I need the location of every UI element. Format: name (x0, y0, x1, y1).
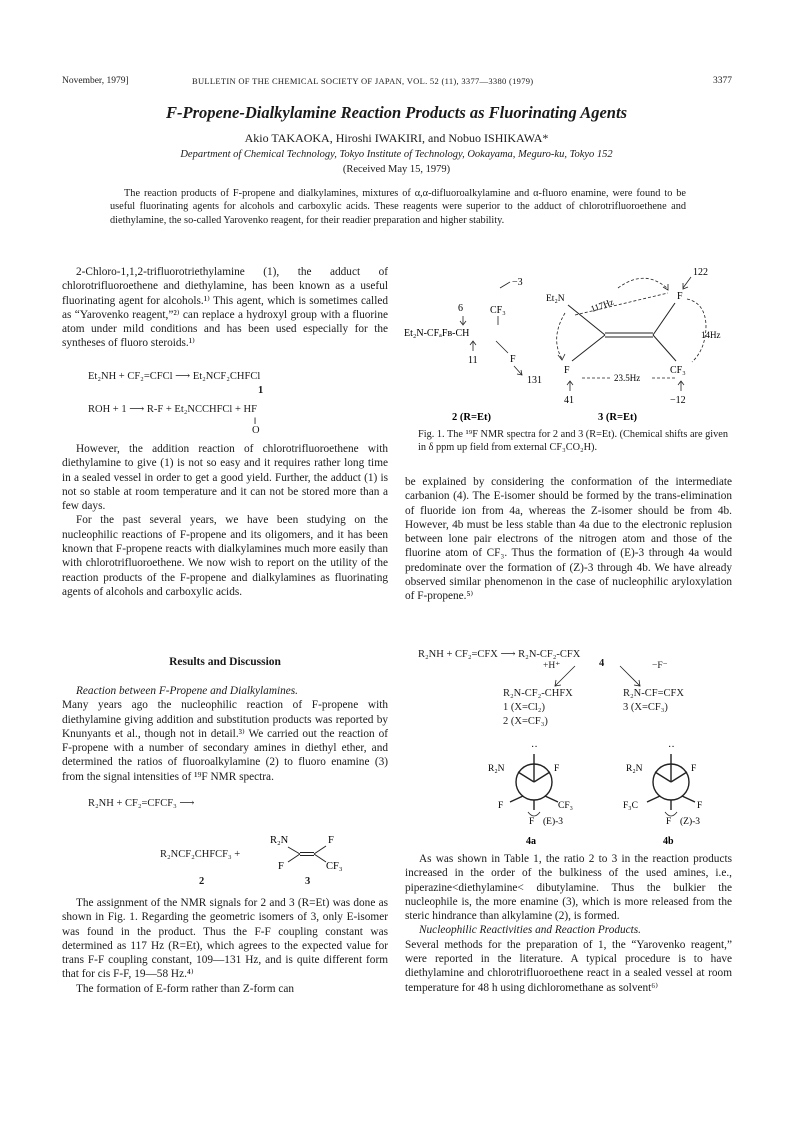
scheme-fminus: −F⁻ (652, 661, 668, 671)
scheme-arrows (520, 660, 670, 690)
svg-text:F: F (554, 764, 560, 774)
svg-text:−12: −12 (670, 395, 686, 406)
svg-text:F: F (328, 835, 334, 846)
header-page-number: 3377 (713, 76, 732, 86)
subsection-heading-2: Nucleophilic Reactivities and Reaction Products. (419, 924, 642, 937)
header-journal: BULLETIN OF THE CHEMICAL SOCIETY OF JAPAN, VOL. 52 (11), 3377—3380 (1979) (192, 76, 534, 86)
svg-text:117Hz: 117Hz (589, 296, 615, 315)
scheme-top-equation: R₂NH + CF₂=CFX ⟶ R₂N-CF₂-CFX (418, 649, 581, 660)
scheme-left-label-1: 1 (X=Cl₂) (503, 702, 545, 713)
newman-projections (488, 738, 728, 848)
svg-text:(Z)-3: (Z)-3 (680, 817, 701, 827)
affiliation: Department of Chemical Technology, Tokyo Institute of Technology, Ookayama, Meguro-ku, Tokyo 152 (180, 149, 613, 160)
section-heading: Results and Discussion (169, 656, 281, 668)
svg-text:F₃C: F₃C (623, 801, 638, 811)
svg-text:CF₃: CF₃ (558, 801, 573, 811)
svg-text:F: F (529, 817, 535, 827)
enamine-structure-3 (266, 832, 376, 882)
svg-text:F: F (564, 365, 570, 376)
svg-text:23.5Hz: 23.5Hz (614, 373, 641, 383)
svg-text:··: ·· (668, 742, 675, 753)
svg-text:F: F (666, 817, 672, 827)
scheme-hplus: +H⁺ (543, 661, 561, 671)
shift-minus-3: −3 (512, 277, 523, 288)
svg-text:R₂N: R₂N (270, 835, 289, 846)
results-paragraph-1: Reaction between F-Propene and Dialkylamines. Many years ago the nucleophilic reaction of F-propene with diethylamine giving addition and substitution products was reported by Knunyants et al., though not in detail.³⁾ We carried out the reaction of F-propene with a number of secondary amines in diethyl ether, and determined the ratios of fluoroalkylamine (2) to fluoro enamine (3) from the signal intensities of ¹⁹F NMR spectra. (62, 685, 388, 783)
svg-text:F: F (691, 764, 697, 774)
svg-text:131: 131 (527, 375, 542, 386)
svg-text:CF₃: CF₃ (670, 365, 686, 376)
svg-text:14Hz: 14Hz (701, 330, 721, 340)
svg-text:F: F (498, 801, 504, 811)
svg-text:6: 6 (458, 303, 463, 314)
svg-text:R₂N: R₂N (488, 764, 505, 774)
equation-3-label-2: 2 (199, 876, 205, 887)
svg-text:F: F (677, 291, 683, 302)
scheme-left-label-2: 2 (X=CF₃) (503, 716, 548, 727)
svg-text:CF₃: CF₃ (490, 305, 506, 316)
structure-2-formula: Et₂N-CFₐFʙ-CH (404, 328, 470, 339)
svg-text:CF₃: CF₃ (326, 861, 343, 872)
newman-4a (488, 742, 573, 847)
newman-4b (623, 742, 702, 847)
equation-3-product-2: R₂NCF₂CHFCF₃ + (160, 849, 241, 860)
svg-text:11: 11 (468, 355, 478, 366)
equation-2-oxygen: O (252, 425, 260, 436)
received-date: (Received May 15, 1979) (342, 164, 451, 175)
paper-title: F-Propene-Dialkylamine Reaction Products as Fluorinating Agents (166, 103, 627, 122)
intro-paragraph-2: However, the addition reaction of chlorotrifluoroethene with diethylamine to give (1) is not so easy and it requires rather long time in a sealed vessel in order to get a good yield. Further, the adduct (1) is not so stable at room temperature and it can not be stored more than a few days. For the past several years, we have been studying on the nucleophilic reactions of F-propene and its oligomers, and it has been known that F-propene reacts with dialkylamines much more easily than with chlorotrifluoroethene. We now wish to report on the utility of the reaction products of the F-propene and dialkylamines as fluorinating agents of alcohols and carboxylic acids. (62, 443, 388, 598)
svg-text:F: F (278, 861, 284, 872)
scheme-right-label: 3 (X=CF₃) (623, 702, 668, 713)
equation-2: ROH + 1 ⟶ R-F + Et₂NCCHFCl + HF (88, 404, 257, 415)
discussion-paragraph-2: As was shown in Table 1, the ratio 2 to 3 in the reaction products increased in the order of the bulkiness of the used amines, i.e., piperazine<diethylamine< dibutylamine. Thus the bulkier the nucleophile is, the more enamine (3), which is more released from the steric hindrance than alkylamine (2), is formed. Nucleophilic Reactivities and Reaction Products. Several methods for the preparation of 1, the “Yarovenko reagent,” were reported in the literature. A typical procedure is to have diethylamine and chlorotrifluoroethene react in a sealed vessel at room temperature for 48 h using dichloromethane as solvent⁶⁾ (405, 853, 732, 994)
svg-text:4b: 4b (663, 836, 674, 847)
equation-1: Et₂NH + CF₂=CFCl ⟶ Et₂NCF₂CHFCl (88, 371, 261, 382)
svg-text:Et₂N: Et₂N (546, 294, 565, 304)
svg-text:··: ·· (531, 742, 538, 753)
svg-text:(E)-3: (E)-3 (543, 817, 564, 827)
figure-label-2: 2 (R=Et) (452, 412, 491, 423)
figure-1-caption: Fig. 1. The ¹⁹F NMR spectra for 2 and 3 (R=Et). (Chemical shifts are given in δ ppm up field from external CF₃CO₂H). (418, 429, 728, 453)
scheme-left-product: R₂N-CF₂-CHFX (503, 688, 573, 699)
figure-1-nmr-diagram (400, 263, 735, 428)
svg-text:41: 41 (564, 395, 574, 406)
equation-1-label: 1 (258, 385, 264, 396)
subsection-heading: Reaction between F-Propene and Dialkylamines. (76, 685, 298, 697)
svg-text:4a: 4a (526, 836, 536, 847)
intro-paragraph-1: 2-Chloro-1,1,2-trifluorotriethylamine (1), the adduct of chlorotrifluoroethene and diethylamine, has been known as a useful fluorinating agent for alcohols.¹⁾ This agent, which is sometimes called as “Yarovenko reagent,”²⁾ can replace a hydroxyl group with a fluorine atom under mild conditions and has been used especially for the syntheses of fluoro steroids.¹⁾ (62, 266, 388, 350)
equation-3-label-3: 3 (305, 876, 311, 887)
equation-2-bond: ‖ (254, 416, 257, 426)
equation-3: R₂NH + CF₂=CFCF₃ ⟶ (88, 798, 195, 809)
svg-text:122: 122 (693, 267, 708, 278)
authors: Akio TAKAOKA, Hiroshi IWAKIRI, and Nobuo ISHIKAWA* (244, 131, 549, 145)
header-date: November, 1979] (62, 76, 129, 86)
figure-label-3: 3 (R=Et) (598, 412, 637, 423)
svg-text:R₂N: R₂N (626, 764, 643, 774)
results-paragraph-2: The assignment of the NMR signals for 2 and 3 (R=Et) was done as shown in Fig. 1. Regarding the geometric isomers of 3, only E-isomer was found in the product. Thus the F-F coupling constant was determined as 117 Hz (R=Et), which agrees to the expected value for trans F-F coupling constant, 109—131 Hz, and is quite different form that for cis F-F, 19—58 Hz.⁴⁾ The formation of E-form rather than Z-form can (62, 897, 388, 995)
discussion-paragraph-1: be explained by considering the conformation of the intermediate carbanion (4). The E-isomer should be formed by the trans-elimination of fluoride ion from 4a, whereas the Z-isomer should be from 4b. However, 4b must be less stable than 4a due to the electronic replusion between lone pair electrons of the nitrogen atom and those of the fluorine atom of CF₃. Thus the formation of (E)-3 through 4a would predominate over the formation of (Z)-3 through 4b. We have already observed similar phenomenon in the case of nucleophilic aryloxylation of F-propene.⁵⁾ (405, 476, 732, 603)
svg-text:F: F (510, 354, 516, 365)
scheme-right-product: R₂N-CF=CFX (623, 688, 684, 699)
abstract: The reaction products of F-propene and dialkylamines, mixtures of α,α-difluoroalkylamine and α-fluoro enamine, were found to be useful fluorinating agents for alcohols and carboxylic acids. These reagents were superior to the adduct of chlorotrifluoroethene and diethylamine, the so-called Yarovenko reagent, for their readier preparation and higher stability. (110, 188, 686, 226)
scheme-label-4: 4 (599, 658, 605, 669)
svg-text:F: F (697, 801, 703, 811)
